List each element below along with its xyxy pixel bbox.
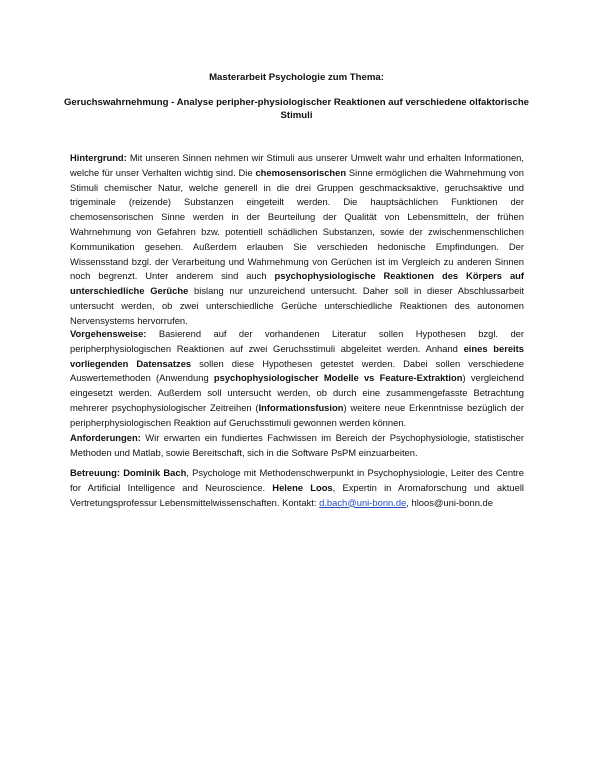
background-text-3: bislang nur unzureichend untersucht. Daher soll in dieser Abschlussarbeit untersucht werden, ob zwei unterschiedliche Gerüche unterschiedliche Reaktionen des autonomen Nervensystems hervorrufen. <box>70 285 524 326</box>
approach-text-2: sollen diese Hypothesen getestet werden. Dabei sollen verschiedene Auswertemethoden (Anwendung <box>70 357 524 384</box>
background-bold-2: psychophysiologische Reaktionen des Körpers auf unterschiedliche Gerüche <box>70 270 525 297</box>
background-text-1: Mit unseren Sinnen nehmen wir Stimuli aus unserer Umwelt wahr und erhalten Informationen, welche für unser Verhalten wichtig sind. Die <box>70 152 524 178</box>
background-bold-1: chemosensorischen <box>255 166 347 178</box>
approach-label: Vorgehensweise: <box>70 328 147 339</box>
background-label: Hintergrund: <box>70 152 127 163</box>
approach-bold-2: psychophysiologischer Modelle vs Feature-Extraktion <box>213 372 463 384</box>
supervisor-2-name: Helene Loos <box>272 481 333 493</box>
section-background <box>70 151 524 329</box>
approach-bold-1: eines bereits vorliegenden Datensatzes <box>70 342 524 369</box>
document-heading: Masterarbeit Psychologie zum Thema: <box>209 72 384 83</box>
requirements-text: Wir erwarten ein fundiertes Fachwissen im Bereich der Psychophysiologie, statistischer Methoden und Matlab, sowie Bereitschaft, sich in die Software PsPM einzuarbeiten. <box>70 432 524 458</box>
contact-email-link[interactable]: d.bach@uni-bonn.de <box>319 496 407 508</box>
supervisor-1-name: Dominik Bach <box>120 467 187 478</box>
section-supervision <box>70 466 524 510</box>
supervision-text-2: , Expertin in Aromaforschung und aktuell Vertretungsprofessur Lebensmittelwissenschaften. Kontakt: <box>70 481 525 508</box>
background-text-2: Sinne ermöglichen die Wahrnehmung von Stimuli chemischer Natur, welche generell in die drei Gruppen geschmacksaktive, geruchsaktive und trigeminale (reizende) Substanzen eingeteilt werden. Die hauptsächlichen Funktionen der chemosensorischen Sinne werden in der Beurteilung der Qualität von Lebensmitteln, der frühen Wahrnehmung von Gefahren bzw. potentiell schädlichen Substanzen, sowie der zwischenmenschlichen Kommunikation gesehen. Außerdem erlauben Sie verschieden hedonische Empfindungen. Der Wissensstand bzgl. der Verarbeitung und Wahrnehmung von Gerüchen ist im Vergleich zu anderen Sinnen noch begrenzt. Unter anderem sind auch <box>70 166 525 282</box>
approach-text-4: ) weitere neue Erkenntnisse bezüglich der peripherphysiologischen Reaktion auf Geruchsstimuli gewonnen werden können. <box>70 401 525 428</box>
approach-text-1: Basierend auf der vorhandenen Literatur sollen Hypothesen bzgl. der peripherphysiologischen Reaktionen auf zwei Geruchsstimuli abgeleitet werden. Anhand <box>70 328 524 354</box>
approach-text-3: ) vergleichend eingesetzt werden. Außerdem soll untersucht werden, ob durch eine zusammengefasste Betrachtung mehrerer psychophysiologischer Zeitreihen ( <box>70 372 524 413</box>
section-requirements <box>70 431 524 461</box>
requirements-label: Anforderungen: <box>70 432 141 443</box>
approach-bold-3: Informationsfusion <box>258 401 344 413</box>
supervision-label: Betreuung: <box>70 467 120 478</box>
thesis-title: Geruchswahrnehmung - Analyse peripher-physiologischer Reaktionen auf verschiedene olfaktorische Stimuli <box>63 97 530 121</box>
section-approach <box>70 327 524 431</box>
supervision-text-3: , hloos@uni-bonn.de <box>406 496 493 508</box>
supervision-text-1: , Psychologe mit Methodenschwerpunkt in Psychophysiologie, Leiter des Centre for Artificial Intelligence and Neuroscience. <box>70 467 524 493</box>
